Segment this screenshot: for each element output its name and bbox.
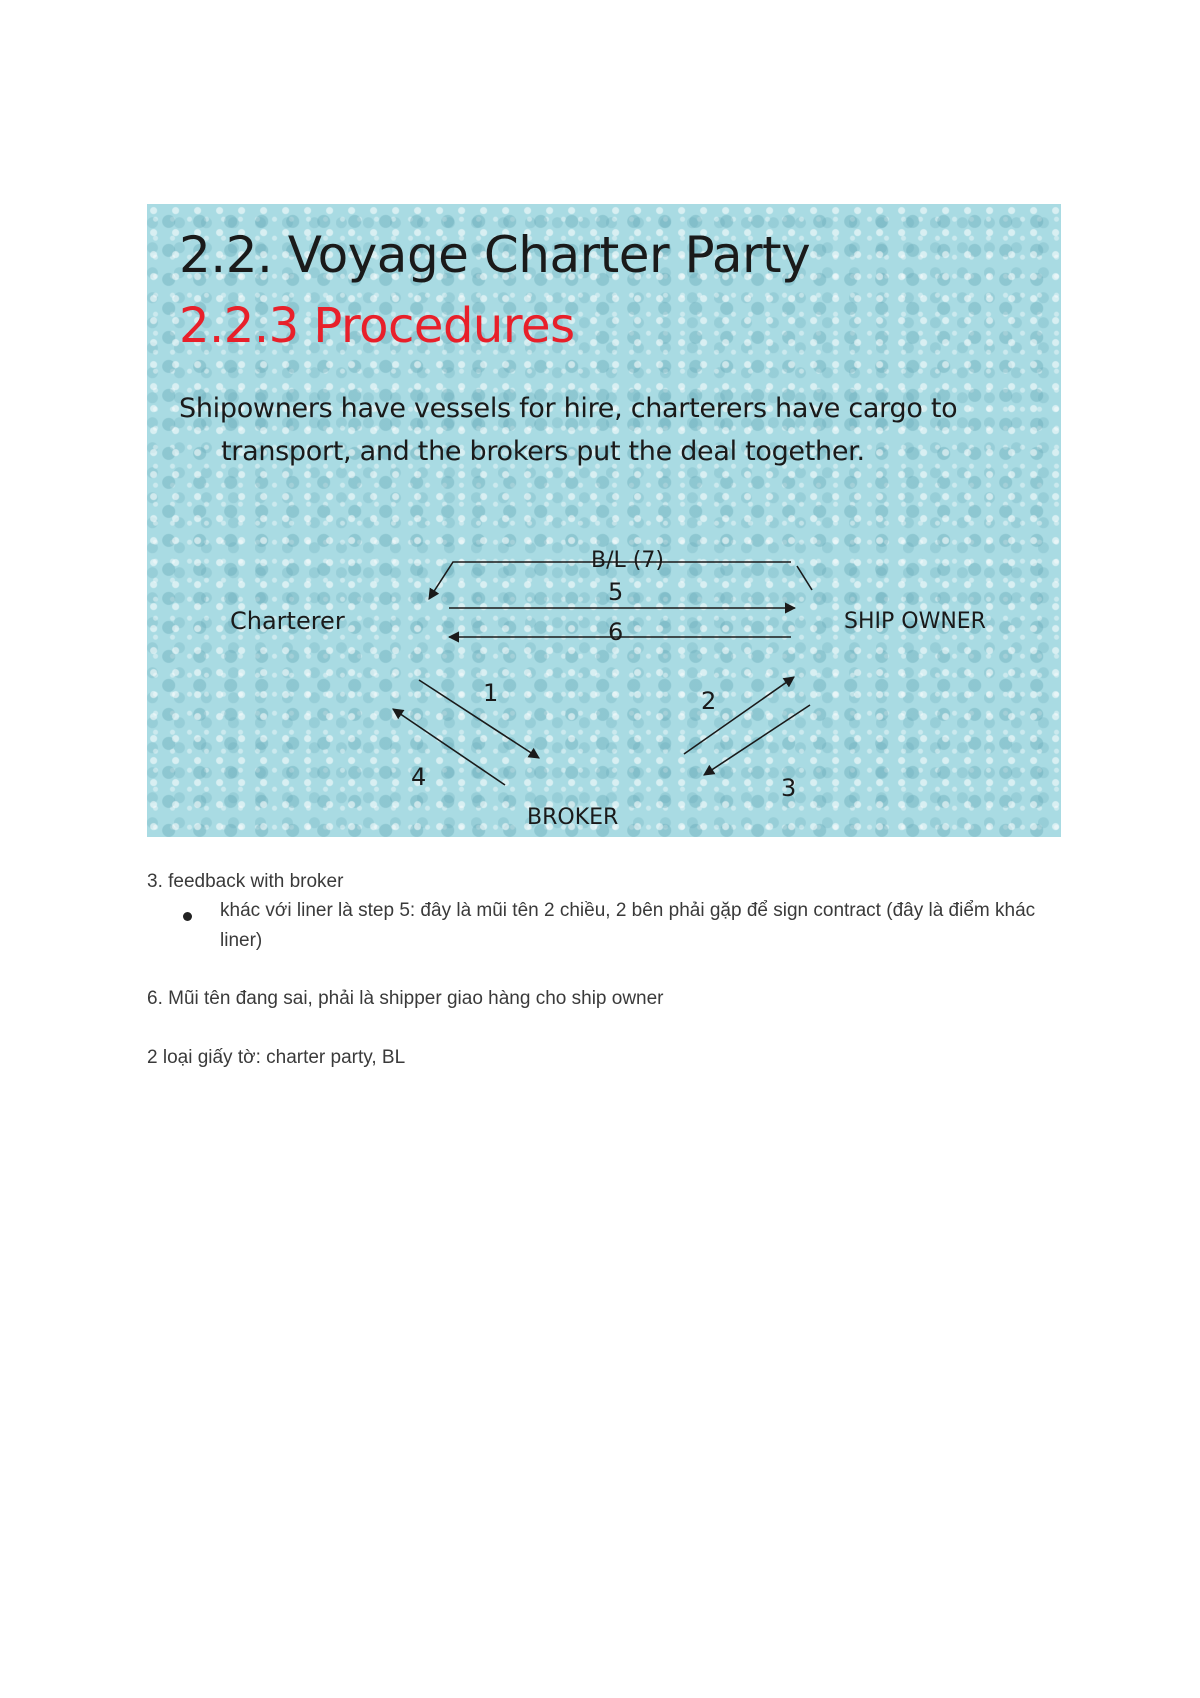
charterer-label: Charterer bbox=[230, 607, 345, 635]
label-step-2: 2 bbox=[701, 687, 717, 715]
arrow-step-4 bbox=[393, 709, 505, 785]
label-step-3: 3 bbox=[781, 774, 797, 802]
broker-label: BROKER bbox=[527, 805, 619, 830]
note-step-6: 6. Mũi tên đang sai, phải là shipper giao hàng cho ship owner bbox=[147, 988, 664, 1009]
ship-owner-label: SHIP OWNER bbox=[844, 609, 986, 634]
slide-body-text: Shipowners have vessels for hire, charterers have cargo to transport, and the brokers put the deal together. bbox=[179, 393, 958, 467]
note-bullet-step-5: khác với liner là step 5: đây là mũi tên 2 chiều, 2 bên phải gặp để sign contract (đây là điểm khác liner) bbox=[220, 900, 1036, 951]
slide-subtitle: 2.2.3 Procedures bbox=[179, 298, 575, 354]
label-step-6: 6 bbox=[608, 618, 624, 646]
slide-title: 2.2. Voyage Charter Party bbox=[179, 226, 811, 284]
bl-label: B/L (7) bbox=[591, 548, 664, 573]
bullet-point-icon bbox=[183, 912, 192, 921]
slide-image bbox=[147, 204, 1061, 837]
arrow-step-3 bbox=[704, 705, 810, 775]
note-documents: 2 loại giấy tờ: charter party, BL bbox=[147, 1047, 406, 1068]
arrow-step-1 bbox=[419, 680, 539, 758]
note-step-3: 3. feedback with broker bbox=[147, 871, 344, 892]
procedure-diagram bbox=[147, 204, 1061, 837]
label-step-4: 4 bbox=[411, 763, 427, 791]
label-step-1: 1 bbox=[483, 679, 499, 707]
label-step-5: 5 bbox=[608, 578, 624, 606]
